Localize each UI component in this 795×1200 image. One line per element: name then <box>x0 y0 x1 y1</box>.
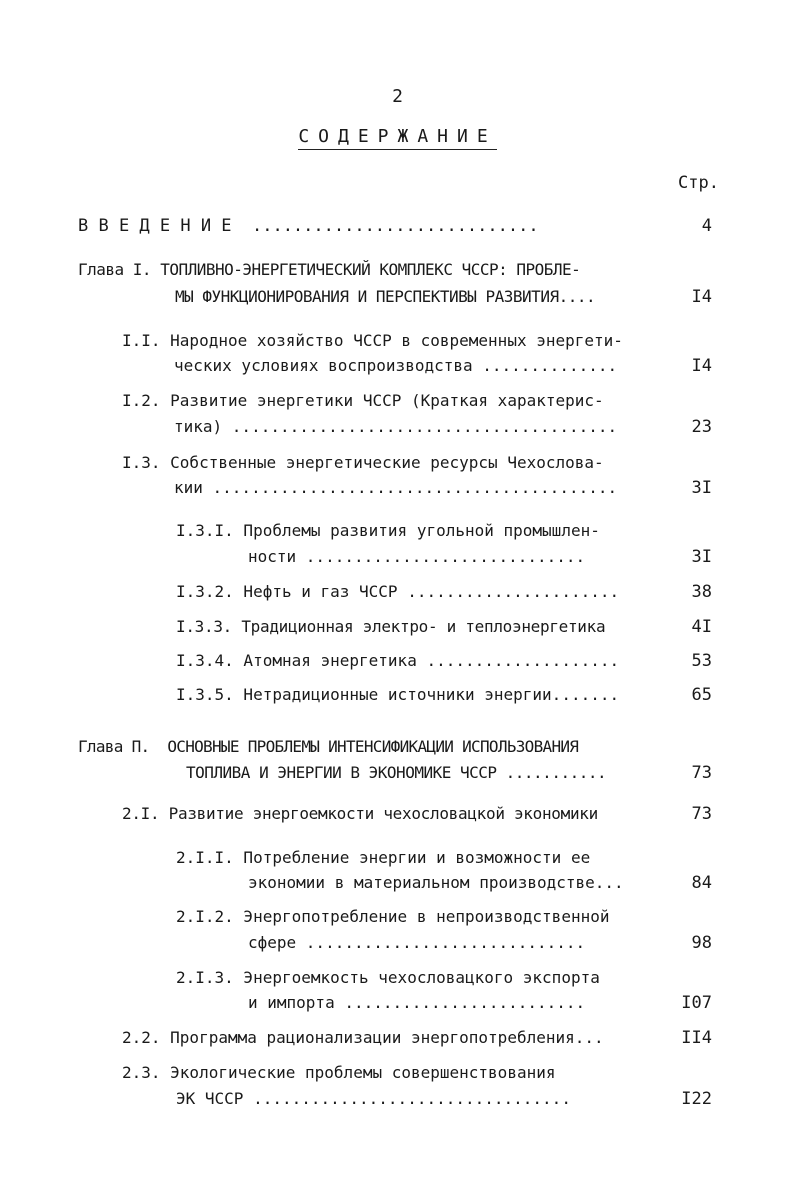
toc-line: кии .......................................... <box>174 478 618 497</box>
toc-line: ности ............................. <box>248 547 586 566</box>
toc-line: ЭК ЧССР ................................. <box>176 1089 571 1108</box>
toc-page: 4 <box>701 216 712 236</box>
toc-line: 2.3. Экологические проблемы совершенствования <box>122 1063 556 1082</box>
toc-line: 2.I.I. Потребление энергии и возможности ее <box>176 848 591 867</box>
toc-page: 3I <box>691 478 712 498</box>
toc-line: Глава П. ОСНОВНЫЕ ПРОБЛЕМЫ ИНТЕНСИФИКАЦИИ ИСПОЛЬЗОВАНИЯ <box>78 737 579 756</box>
toc-page: I07 <box>681 993 712 1013</box>
toc-page: I4 <box>691 287 712 307</box>
toc-line: ТОПЛИВА И ЭНЕРГИИ В ЭКОНОМИКЕ ЧССР ........... <box>186 763 607 782</box>
toc-page: I22 <box>681 1089 712 1109</box>
title-text: СОДЕРЖАНИЕ <box>298 126 496 150</box>
toc-page: 53 <box>691 651 712 671</box>
toc-page: 3I <box>691 547 712 567</box>
toc-page: 73 <box>691 804 712 824</box>
toc-line: I.3.2. Нефть и газ ЧССР ...................... <box>176 582 620 601</box>
toc-line: МЫ ФУНКЦИОНИРОВАНИЯ И ПЕРСПЕКТИВЫ РАЗВИТИЯ.... <box>175 287 596 306</box>
toc-page: I4 <box>691 356 712 376</box>
toc-page: 4I <box>691 617 712 637</box>
toc-line: I.3.4. Атомная энергетика .................... <box>176 651 620 670</box>
toc-line: 2.2. Программа рационализации энергопотребления... <box>122 1028 604 1047</box>
toc-page: 38 <box>691 582 712 602</box>
toc-line: 2.I.3. Энергоемкость чехословацкого экспорта <box>176 968 600 987</box>
toc-line: тика) ........................................ <box>174 417 618 436</box>
toc-line: 2.I.2. Энергопотребление в непроизводственной <box>176 907 610 926</box>
toc-line: В В Е Д Е Н И Е ............................ <box>78 216 539 236</box>
toc-line: 2.I. Развитие энергоемкости чехословацкой экономики <box>122 804 598 823</box>
toc-page: 23 <box>691 417 712 437</box>
pages-column-header: Стр. <box>678 173 719 193</box>
toc-page: 98 <box>691 933 712 953</box>
toc-page: 84 <box>691 873 712 893</box>
toc-line: I.I. Народное хозяйство ЧССР в современных энергети- <box>122 331 623 350</box>
toc-line: и импорта ......................... <box>248 993 586 1012</box>
toc-line: I.3.3. Традиционная электро- и теплоэнергетика <box>176 617 606 636</box>
toc-line: экономии в материальном производстве... <box>248 873 624 892</box>
toc-line: сфере ............................. <box>248 933 586 952</box>
toc-line: I.3. Собственные энергетические ресурсы Чехослова- <box>122 453 604 472</box>
toc-line: ческих условиях воспроизводства .............. <box>174 356 618 375</box>
toc-page: II4 <box>681 1028 712 1048</box>
toc-line: Глава I. ТОПЛИВНО-ЭНЕРГЕТИЧЕСКИЙ КОМПЛЕКС ЧССР: ПРОБЛЕ- <box>78 260 581 279</box>
page-number: 2 <box>392 86 403 107</box>
toc-page: 65 <box>691 685 712 705</box>
toc-line: I.3.I. Проблемы развития угольной промышлен- <box>176 521 600 540</box>
toc-line: I.2. Развитие энергетики ЧССР (Краткая характерис- <box>122 391 604 410</box>
toc-line: I.3.5. Нетрадиционные источники энергии....... <box>176 685 620 704</box>
toc-page: 73 <box>691 763 712 783</box>
page-title <box>0 126 795 147</box>
